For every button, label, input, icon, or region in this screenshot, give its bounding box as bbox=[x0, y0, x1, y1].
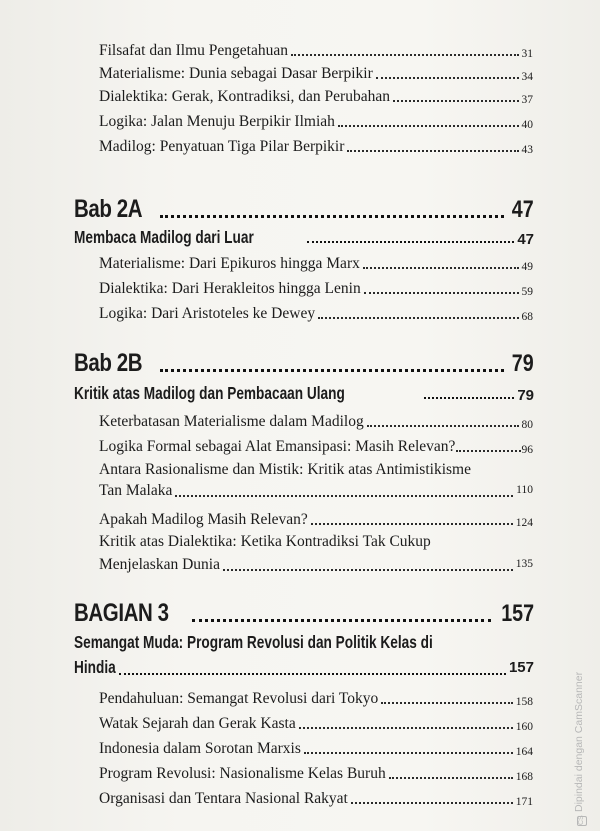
watermark-text: Dipindai dengan CamScanner bbox=[573, 671, 585, 812]
toc-entry bbox=[99, 434, 533, 456]
toc-entry-label: Watak Sejarah dan Gerak Kasta bbox=[99, 715, 296, 732]
scanner-watermark bbox=[573, 672, 587, 826]
dot-leader bbox=[307, 241, 514, 243]
toc-entry bbox=[99, 134, 533, 156]
section-heading bbox=[74, 224, 534, 248]
section-title-line1: Semangat Muda: Program Revolusi dan Politik Kelas di bbox=[74, 632, 433, 652]
toc-entry-line2 bbox=[99, 480, 533, 501]
toc-entry-label: Pendahuluan: Semangat Revolusi dari Tokyo bbox=[99, 690, 379, 707]
chapter-title: Bab 2A bbox=[74, 195, 143, 223]
toc-entry-label: Materialisme: Dari Epikuros hingga Marx bbox=[99, 255, 360, 272]
dot-leader bbox=[291, 54, 519, 56]
toc-entry bbox=[99, 84, 533, 106]
dot-leader bbox=[456, 450, 520, 452]
toc-entry bbox=[99, 301, 533, 323]
toc-entry-label: Logika: Jalan Menuju Berpikir Ilmiah bbox=[99, 113, 335, 130]
section-heading bbox=[74, 380, 534, 404]
toc-entry-page: 40 bbox=[521, 119, 533, 131]
dot-leader bbox=[160, 369, 504, 372]
toc-entry-page: 31 bbox=[521, 48, 533, 60]
toc-entry-label-line1: Kritik atas Dialektika: Ketika Kontradiksi Tak Cukup bbox=[99, 533, 431, 550]
toc-entry-page: 49 bbox=[521, 261, 533, 273]
toc-entry-label: Dialektika: Dari Herakleitos hingga Lenin bbox=[99, 280, 361, 297]
toc-entry bbox=[99, 109, 533, 131]
dot-leader bbox=[364, 292, 519, 294]
toc-entry-multiline bbox=[99, 459, 533, 501]
section-title: Membaca Madilog dari Luar bbox=[74, 227, 254, 247]
dot-leader bbox=[311, 523, 513, 525]
toc-entry-label-line2: Tan Malaka bbox=[99, 482, 173, 499]
dot-leader bbox=[192, 619, 490, 622]
dot-leader bbox=[347, 150, 518, 152]
chapter-page: 157 bbox=[501, 600, 534, 627]
camscanner-icon: CS bbox=[578, 815, 585, 825]
section-page: 157 bbox=[508, 659, 534, 676]
chapter-page: 79 bbox=[512, 350, 534, 377]
toc-entry bbox=[99, 38, 533, 60]
toc-entry-label: Keterbatasan Materialisme dalam Madilog bbox=[99, 413, 364, 430]
toc-entry-line2 bbox=[99, 552, 533, 575]
chapter-title: Bab 2B bbox=[74, 349, 143, 377]
toc-entry-page: 80 bbox=[521, 419, 533, 431]
toc-entry bbox=[99, 786, 533, 808]
toc-entry-label: Apakah Madilog Masih Relevan? bbox=[99, 511, 308, 528]
toc-entry bbox=[99, 736, 533, 758]
toc-entry-page: 135 bbox=[515, 558, 533, 570]
toc-entry-page: 124 bbox=[515, 517, 533, 529]
chapter-page: 47 bbox=[512, 196, 534, 223]
toc-entry-page: 171 bbox=[515, 796, 533, 808]
toc-entry-page: 43 bbox=[521, 144, 533, 156]
toc-entry bbox=[99, 61, 533, 83]
toc-entry-label: Logika Formal sebagai Alat Emansipasi: Masih Relevan? bbox=[99, 438, 456, 455]
chapter-heading-bab-2b bbox=[74, 344, 534, 378]
section-page: 47 bbox=[517, 231, 534, 248]
toc-entry-page: 160 bbox=[515, 721, 533, 733]
toc-entry-label: Organisasi dan Tentara Nasional Rakyat bbox=[99, 790, 348, 807]
chapter-heading-bab-2a bbox=[74, 190, 534, 224]
chapter-title: BAGIAN 3 bbox=[74, 599, 169, 627]
toc-entry-label-line1: Antara Rasionalisme dan Mistik: Kritik atas Antimistikisme bbox=[99, 461, 471, 478]
toc-entry-label: Materialisme: Dunia sebagai Dasar Berpikir bbox=[99, 65, 373, 82]
dot-leader bbox=[299, 727, 513, 729]
dot-leader bbox=[424, 397, 514, 399]
toc-entry bbox=[99, 761, 533, 783]
toc-entry-label: Madilog: Penyatuan Tiga Pilar Berpikir bbox=[99, 138, 345, 155]
toc-entry-multiline bbox=[99, 531, 533, 575]
toc-entry bbox=[99, 711, 533, 733]
toc-entry-page: 96 bbox=[521, 444, 533, 456]
section-title-line2-row bbox=[74, 655, 534, 680]
toc-entry-page: 164 bbox=[515, 746, 533, 758]
dot-leader bbox=[389, 777, 513, 779]
toc-entry bbox=[99, 507, 533, 529]
dot-leader bbox=[351, 802, 513, 804]
section-title-line2: Hindia bbox=[74, 657, 116, 677]
section-title: Kritik atas Madilog dan Pembacaan Ulang bbox=[74, 383, 345, 403]
dot-leader bbox=[393, 100, 519, 102]
section-heading-multiline bbox=[74, 630, 534, 680]
toc-entry-page: 168 bbox=[515, 771, 533, 783]
toc-entry-page: 110 bbox=[516, 484, 533, 496]
toc-entry-page: 68 bbox=[521, 311, 533, 323]
chapter-heading-bagian-3 bbox=[74, 594, 534, 628]
toc-entry-label: Program Revolusi: Nasionalisme Kelas Buruh bbox=[99, 765, 386, 782]
dot-leader bbox=[304, 752, 513, 754]
dot-leader bbox=[381, 702, 512, 704]
toc-entry-page: 158 bbox=[515, 696, 533, 708]
section-page: 79 bbox=[517, 387, 534, 404]
toc-entry-label-line2: Menjelaskan Dunia bbox=[99, 556, 220, 573]
toc-entry-label: Filsafat dan Ilmu Pengetahuan bbox=[99, 42, 288, 59]
toc-entry-page: 59 bbox=[521, 286, 533, 298]
dot-leader bbox=[367, 425, 519, 427]
dot-leader bbox=[363, 267, 519, 269]
dot-leader bbox=[119, 673, 505, 675]
toc-entry-label: Dialektika: Gerak, Kontradiksi, dan Perubahan bbox=[99, 88, 390, 105]
toc-entry-label: Indonesia dalam Sorotan Marxis bbox=[99, 740, 301, 757]
dot-leader bbox=[318, 317, 518, 319]
dot-leader bbox=[338, 125, 519, 127]
toc-entry-page: 34 bbox=[521, 71, 533, 83]
toc-entry-page: 37 bbox=[521, 94, 533, 106]
toc-entry bbox=[99, 276, 533, 298]
toc-entry bbox=[99, 251, 533, 273]
dot-leader bbox=[376, 77, 519, 79]
toc-entry-label: Logika: Dari Aristoteles ke Dewey bbox=[99, 305, 316, 322]
dot-leader bbox=[223, 569, 513, 571]
dot-leader bbox=[175, 495, 513, 497]
toc-entry bbox=[99, 686, 533, 708]
toc-entry bbox=[99, 409, 533, 431]
dot-leader bbox=[160, 215, 504, 218]
